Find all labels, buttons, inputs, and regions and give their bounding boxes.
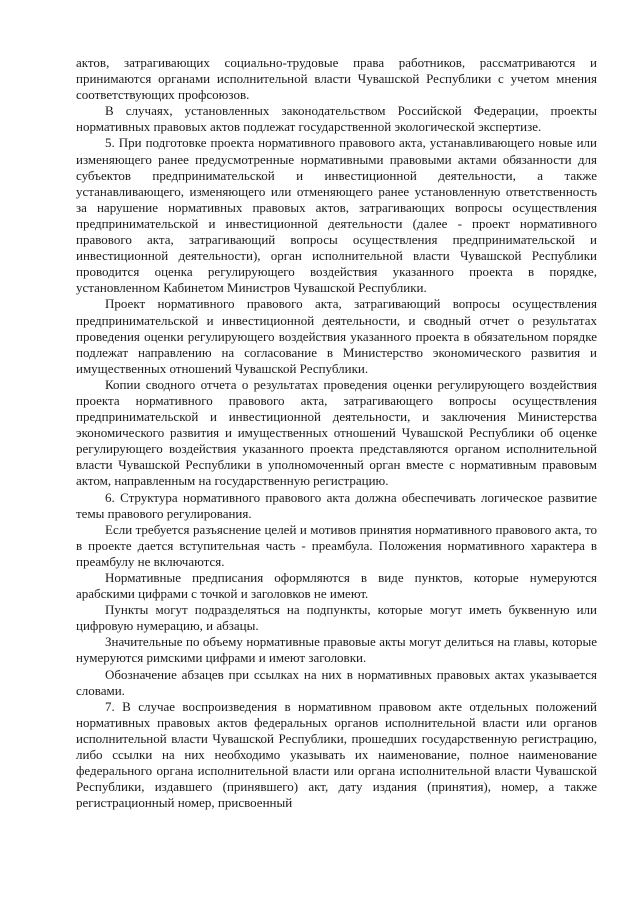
- paragraph: Проект нормативного правового акта, затрагивающий вопросы осуществления предпринимательской и инвестиционной деятельности, и сводный отчет о результатах проведения оценки регулирующего воздействия указанного проекта в обязательном порядке подлежат направлению на согласование в Министерство экономического развития и имущественных отношений Чувашской Республики.: [76, 296, 597, 376]
- paragraph: Значительные по объему нормативные правовые акты могут делиться на главы, которые нумеруются римскими цифрами и имеют заголовки.: [76, 634, 597, 666]
- paragraph: Нормативные предписания оформляются в виде пунктов, которые нумеруются арабскими цифрами с точкой и заголовков не имеют.: [76, 570, 597, 602]
- paragraph: Обозначение абзацев при ссылках на них в нормативных правовых актах указывается словами.: [76, 666, 597, 698]
- document-page: [76, 55, 597, 811]
- paragraph: 7. В случае воспроизведения в нормативном правовом акте отдельных положений нормативных правовых актов федеральных органов исполнительной власти или органов исполнительной власти Чувашской Республики, прошедших государственную регистрацию, либо ссылки на них необходимо указывать их наименование, полное наименование федерального органа исполнительной власти или органа исполнительной власти Чувашской Республики, издавшего (принявшего) акт, дату издания (принятия), номер, а также регистрационный номер, присвоенный: [76, 698, 597, 811]
- paragraph: Если требуется разъяснение целей и мотивов принятия нормативного правового акта, то в проекте дается вступительная часть - преамбула. Положения нормативного характера в преамбулу не включаются.: [76, 521, 597, 569]
- paragraph: Копии сводного отчета о результатах проведения оценки регулирующего воздействия проекта нормативного правового акта, затрагивающего вопросы осуществления предпринимательской и инвестиционной деятельности, и заключения Министерства экономического развития и имущественных отношений Чувашской Республики об оценке регулирующего воздействия указанного проекта представляются органом исполнительной власти Чувашской Республики в уполномоченный орган вместе с нормативным правовым актом, направленным на государственную регистрацию.: [76, 376, 597, 489]
- paragraph: актов, затрагивающих социально-трудовые права работников, рассматриваются и принимаются органами исполнительной власти Чувашской Республики с учетом мнения соответствующих профсоюзов.: [76, 55, 597, 103]
- paragraph: В случаях, установленных законодательством Российской Федерации, проекты нормативных правовых актов подлежат государственной экологической экспертизе.: [76, 103, 597, 135]
- paragraph: Пункты могут подразделяться на подпункты, которые могут иметь буквенную или цифровую нумерацию, и абзацы.: [76, 602, 597, 634]
- paragraph: 5. При подготовке проекта нормативного правового акта, устанавливающего новые или изменяющего ранее предусмотренные нормативными правовыми актами обязанности для субъектов предпринимательской и инвестиционной деятельности, а также устанавливающего, изменяющего или отменяющего ранее установленную ответственность за нарушение нормативных правовых актов, затрагивающих вопросы осуществления предпринимательской и инвестиционной деятельности (далее - проект нормативного правового акта, затрагивающий вопросы осуществления предпринимательской и инвестиционной деятельности), орган исполнительной власти Чувашской Республики проводится оценка регулирующего воздействия указанного проекта в порядке, установленном Кабинетом Министров Чувашской Республики.: [76, 135, 597, 296]
- paragraph: 6. Структура нормативного правового акта должна обеспечивать логическое развитие темы правового регулирования.: [76, 489, 597, 521]
